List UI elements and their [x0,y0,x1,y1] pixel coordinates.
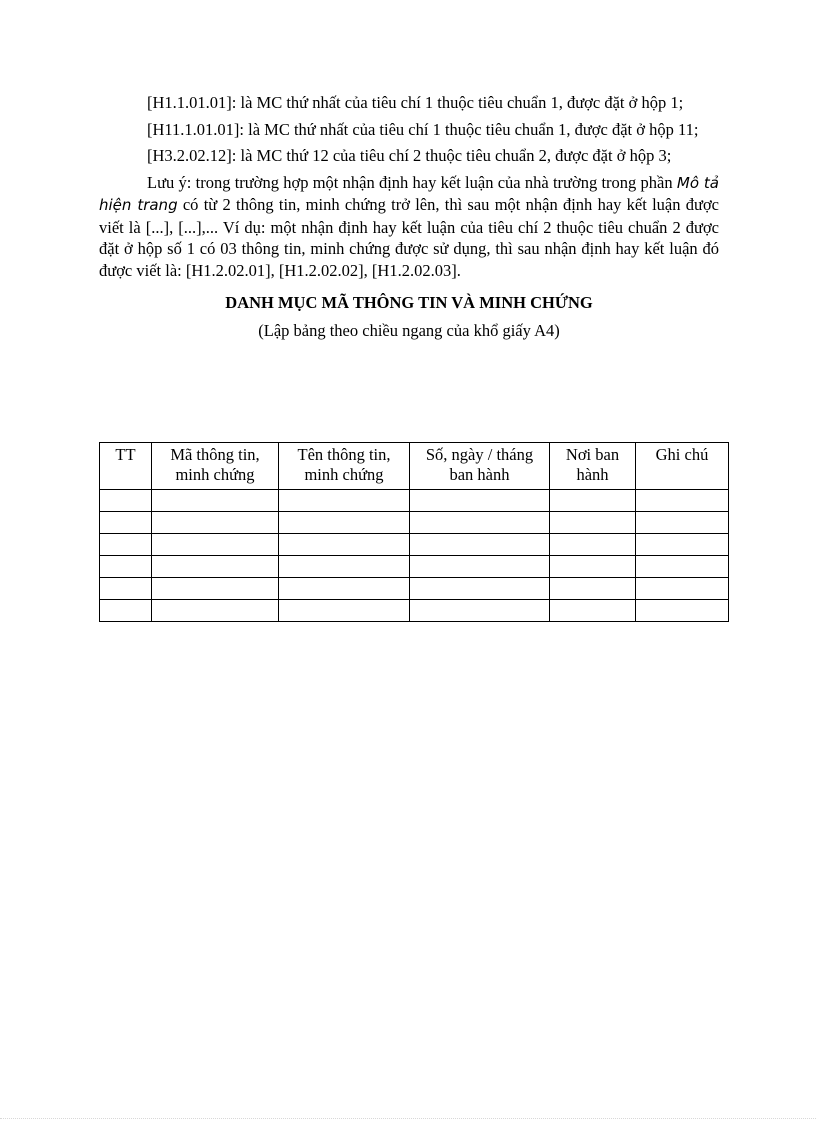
table-cell [550,534,636,556]
table-cell [152,556,279,578]
table-row [100,578,729,600]
table-cell [550,578,636,600]
header-issuer-line1: Nơi ban [565,445,620,464]
header-cell-notes [636,443,729,490]
table-cell [636,600,729,622]
table-cell [279,490,410,512]
table-cell [410,534,550,556]
header-cell-evidence-code [152,443,279,490]
header-cell-issuer [550,443,636,490]
header-code-line1: Mã thông tin, [170,445,260,464]
table-cell [152,534,279,556]
table-cell [100,578,152,600]
document-body [99,92,719,342]
table-cell [100,534,152,556]
note-italic-text: Mô tả hiện trang [99,173,719,214]
table-row [100,556,729,578]
table-cell [279,578,410,600]
table-row [100,512,729,534]
table-cell [410,490,550,512]
header-date-line1: Số, ngày / tháng [425,445,534,464]
header-name-line1: Tên thông tin, [297,445,391,464]
table-cell [279,534,410,556]
header-cell-evidence-name [279,443,410,490]
table-cell [410,600,550,622]
note-paragraph [99,172,719,282]
table-cell [636,578,729,600]
header-tt-line1: TT [115,445,136,464]
table-cell [550,490,636,512]
table-cell [636,490,729,512]
table-cell [550,556,636,578]
table-header-row [100,443,729,490]
table-cell [100,512,152,534]
header-cell-tt [100,443,152,490]
header-code-line2: minh chứng [175,465,255,484]
paragraph-code-h3: [H3.2.02.12]: là MC thứ 12 của tiêu chí 2 thuộc tiêu chuẩn 2, được đặt ở hộp 3; [147,146,672,165]
table-cell [636,512,729,534]
table-row [100,600,729,622]
evidence-table [99,442,729,622]
table-cell [410,512,550,534]
table-row [100,534,729,556]
table-cell [152,600,279,622]
table-cell [100,490,152,512]
table-cell [279,512,410,534]
table-cell [279,556,410,578]
header-cell-issue-date [410,443,550,490]
header-issuer-line2: hành [576,465,609,484]
header-notes-line1: Ghi chú [655,445,709,464]
header-date-line2: ban hành [449,465,510,484]
note-text-after: có từ 2 thông tin, minh chứng trở lên, thì sau một nhận định hay kết luận được viết là [...], [...],... Ví dụ: một nhận định hay kết luận của tiêu chí 2 thuộc tiêu chuẩn 2 được đặt ở hộp số 1 có 03 thông tin, minh chứng được sử dụng, thì sau nhận định hay kết luận đó được viết là: [H1.2.02.01], [H1.2.02.02], [H1.2.02.03]. [99,195,719,280]
header-name-line2: minh chứng [304,465,384,484]
paragraph-code-h1: [H1.1.01.01]: là MC thứ nhất của tiêu chí 1 thuộc tiêu chuẩn 1, được đặt ở hộp 1; [147,93,684,112]
table-cell [100,556,152,578]
table-cell [410,578,550,600]
table-cell [550,600,636,622]
note-text-before: Lưu ý: trong trường hợp một nhận định hay kết luận của nhà trường trong phần [147,172,677,192]
table-cell [279,600,410,622]
paragraph-code-h11: [H11.1.01.01]: là MC thứ nhất của tiêu chí 1 thuộc tiêu chuẩn 1, được đặt ở hộp 11; [147,119,699,139]
table-cell [550,512,636,534]
table-cell [152,512,279,534]
table-row [100,490,729,512]
section-subtitle: (Lập bảng theo chiều ngang của khổ giấy A4) [258,321,560,340]
section-title: DANH MỤC MÃ THÔNG TIN VÀ MINH CHỨNG [225,293,593,312]
table-cell [100,600,152,622]
table-cell [152,490,279,512]
table-cell [152,578,279,600]
table-cell [636,534,729,556]
page-bottom-divider [0,1118,816,1119]
table-cell [410,556,550,578]
table-cell [636,556,729,578]
